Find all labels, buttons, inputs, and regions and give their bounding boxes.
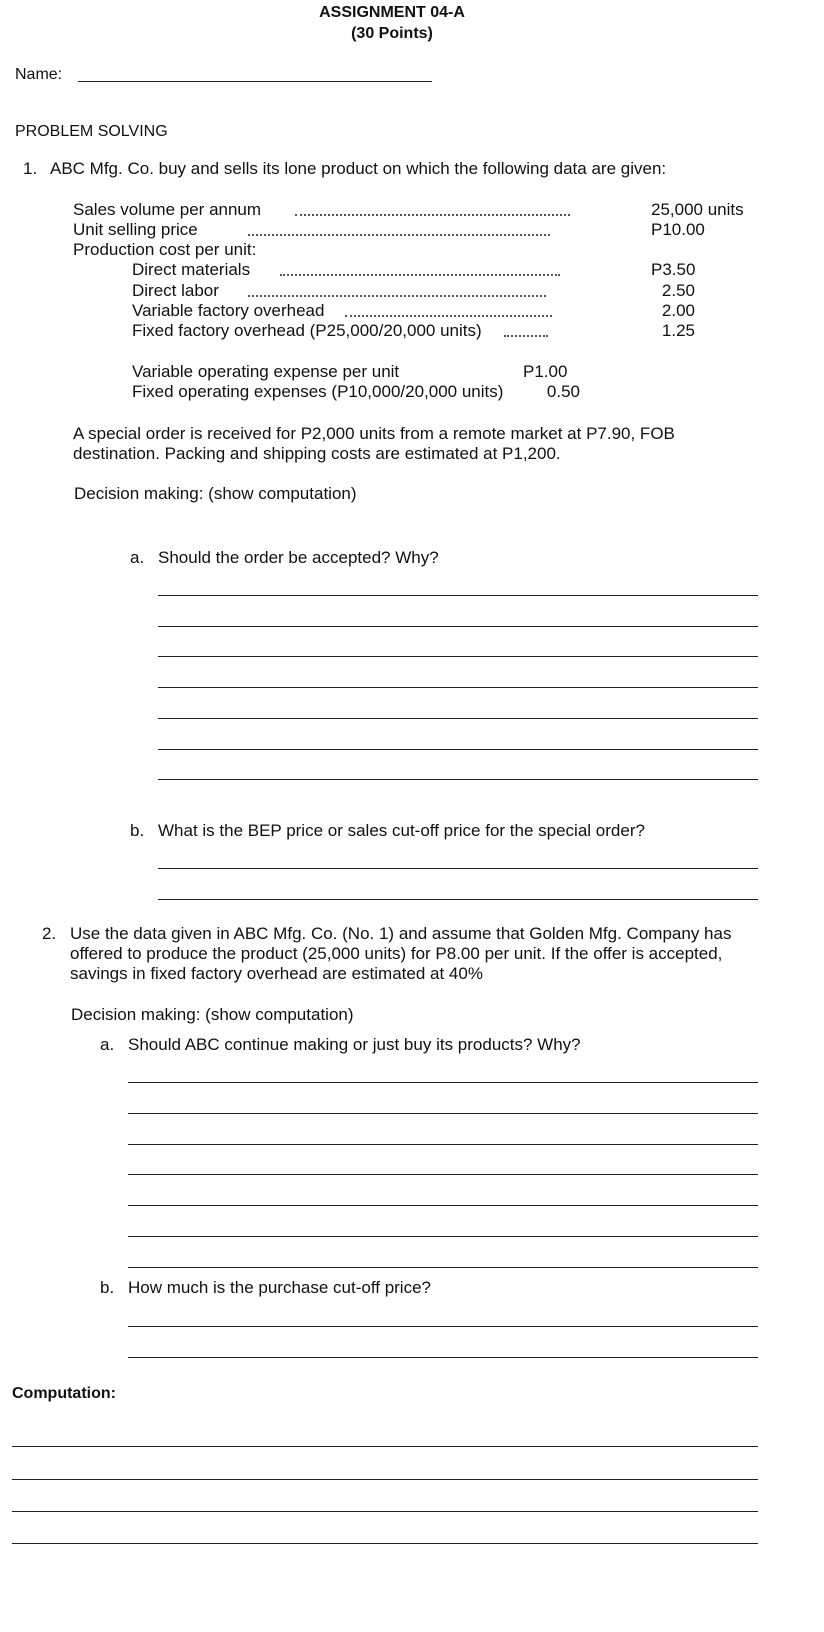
answer-line[interactable] [128, 1174, 758, 1175]
question-1b-letter: b. [130, 821, 145, 840]
problem-1-intro: ABC Mfg. Co. buy and sells its lone product on which the following data are given: [50, 159, 667, 178]
problem-2-text: savings in fixed factory overhead are estimated at 40% [70, 964, 483, 983]
problem-2-text: offered to produce the product (25,000 units) for P8.00 per unit. If the offer is accepted, [70, 944, 723, 963]
leader-dots [504, 335, 548, 337]
name-label: Name: [15, 66, 63, 83]
data-value-variable-overhead: 2.00 [661, 301, 695, 320]
answer-line[interactable] [158, 687, 758, 688]
question-2b: How much is the purchase cut-off price? [128, 1278, 431, 1297]
answer-line[interactable] [158, 868, 758, 869]
data-label-sales-volume: Sales volume per annum [73, 200, 262, 219]
computation-label: Computation: [12, 1385, 116, 1402]
question-1a: Should the order be accepted? Why? [158, 548, 439, 567]
operating-value-variable: P1.00 [523, 362, 568, 381]
answer-line[interactable] [128, 1357, 758, 1358]
data-value-sales-volume: 25,000 units [651, 200, 744, 219]
answer-line[interactable] [158, 626, 758, 627]
section-heading: PROBLEM SOLVING [15, 123, 168, 140]
answer-line[interactable] [128, 1267, 758, 1268]
question-1a-letter: a. [130, 548, 145, 567]
computation-line[interactable] [12, 1543, 758, 1544]
name-input-line[interactable] [78, 81, 432, 82]
operating-value-fixed: 0.50 [546, 382, 580, 401]
data-label-direct-materials: Direct materials [132, 260, 251, 279]
question-2a-letter: a. [100, 1035, 115, 1054]
answer-line[interactable] [158, 595, 758, 596]
special-order-text: A special order is received for P2,000 units from a remote market at P7.90, FOB [73, 424, 675, 443]
data-value-unit-price: P10.00 [651, 220, 705, 239]
assignment-points: (30 Points) [351, 25, 433, 42]
operating-label-fixed: Fixed operating expenses (P10,000/20,000 units) [132, 382, 504, 401]
problem-1-number: 1. [23, 159, 38, 178]
special-order-text: destination. Packing and shipping costs are estimated at P1,200. [73, 444, 561, 463]
answer-line[interactable] [128, 1144, 758, 1145]
answer-line[interactable] [158, 749, 758, 750]
answer-line[interactable] [158, 899, 758, 900]
operating-label-variable: Variable operating expense per unit [132, 362, 400, 381]
answer-line[interactable] [158, 656, 758, 657]
leader-dots [248, 295, 546, 297]
answer-line[interactable] [158, 779, 758, 780]
answer-line[interactable] [128, 1326, 758, 1327]
data-label-direct-labor: Direct labor [132, 281, 219, 300]
data-value-direct-materials: P3.50 [651, 260, 696, 279]
leader-dots [295, 214, 570, 216]
computation-line[interactable] [12, 1511, 758, 1512]
question-1b: What is the BEP price or sales cut-off price for the special order? [158, 821, 645, 840]
decision-making-label: Decision making: (show computation) [74, 484, 357, 503]
data-label-fixed-overhead: Fixed factory overhead (P25,000/20,000 units) [132, 321, 482, 340]
answer-line[interactable] [128, 1205, 758, 1206]
question-2b-letter: b. [100, 1278, 115, 1297]
data-value-fixed-overhead: 1.25 [661, 321, 695, 340]
leader-dots [248, 234, 550, 236]
leader-dots [345, 315, 552, 317]
computation-line[interactable] [12, 1479, 758, 1480]
data-label-unit-price: Unit selling price [73, 220, 198, 239]
answer-line[interactable] [158, 718, 758, 719]
data-value-direct-labor: 2.50 [661, 281, 695, 300]
data-label-production-cost: Production cost per unit: [73, 240, 257, 259]
answer-line[interactable] [128, 1082, 758, 1083]
data-label-variable-overhead: Variable factory overhead [132, 301, 325, 320]
decision-making-label: Decision making: (show computation) [71, 1005, 354, 1024]
problem-2-number: 2. [42, 924, 57, 943]
leader-dots [280, 274, 560, 276]
assignment-title: ASSIGNMENT 04-A [319, 4, 465, 21]
question-2a: Should ABC continue making or just buy its products? Why? [128, 1035, 581, 1054]
answer-line[interactable] [128, 1236, 758, 1237]
answer-line[interactable] [128, 1113, 758, 1114]
problem-2-text: Use the data given in ABC Mfg. Co. (No. 1) and assume that Golden Mfg. Company has [70, 924, 732, 943]
computation-line[interactable] [12, 1446, 758, 1447]
